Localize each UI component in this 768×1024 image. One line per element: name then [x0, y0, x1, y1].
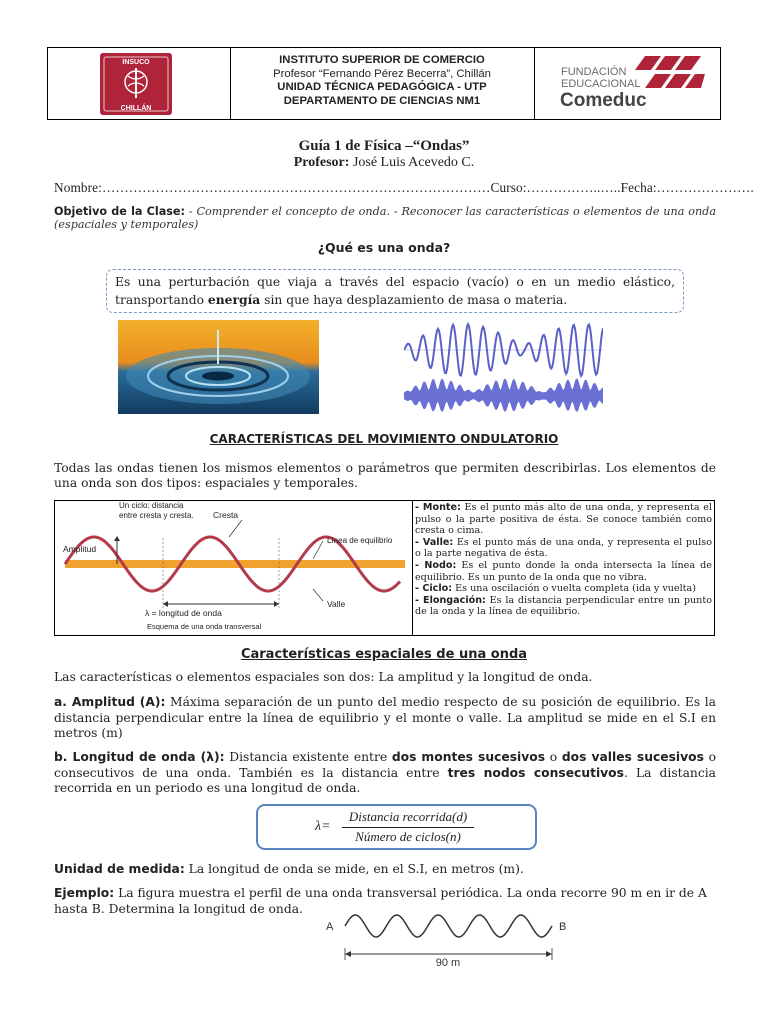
- def-nodo-term: - Nodo:: [415, 559, 457, 571]
- wave-diagram-cell: [55, 501, 413, 635]
- logo-right-line1: FUNDACIÓN: [561, 66, 627, 78]
- wl-text-1: Distancia existente entre: [224, 750, 392, 764]
- label-ciclo-2: entre cresta y cresta.: [119, 511, 194, 520]
- spatial-intro: Las características o elementos espaciales son dos: La amplitud y la longitud de onda.: [54, 670, 593, 684]
- def-nodo: [415, 560, 712, 583]
- question-heading: ¿Qué es una onda?: [317, 240, 451, 255]
- logo-left-city: CHILLÁN: [120, 105, 152, 112]
- teacher-name: José Luis Acevedo C.: [352, 155, 475, 170]
- header-line-2: Profesor “Fernando Pérez Becerra”, Chillán: [273, 67, 491, 80]
- characteristics-heading: CARACTERÍSTICAS DEL MOVIMIENTO ONDULATORIO: [209, 432, 559, 446]
- formula-lhs: λ=: [315, 819, 331, 834]
- wl-bold-2: dos valles sucesivos: [561, 750, 704, 764]
- definition-box: [106, 269, 684, 313]
- objective-label: Objetivo de la Clase:: [54, 205, 185, 218]
- amplitude-label: a. Amplitud (A):: [54, 695, 166, 709]
- logo-right-brand: Comeduc: [560, 90, 647, 111]
- def-valle-term: - Valle:: [415, 536, 454, 548]
- example-label-b: B: [559, 921, 567, 933]
- student-name-line: Nombre:……………………………………………………………………………Curso:……………..…..Fecha:………………….: [54, 180, 754, 195]
- amplitude-paragraph: [54, 695, 716, 742]
- header-table: [47, 47, 721, 120]
- example-text: La figura muestra el perfil de una onda transversal periódica. La onda recorre 90 m en ir de A hasta B. Determina la longitud de onda.: [54, 886, 707, 916]
- header-line-1: INSTITUTO SUPERIOR DE COMERCIO: [279, 54, 485, 66]
- comeduc-logo-cell: [535, 48, 720, 119]
- def-monte-term: - Monte:: [415, 502, 461, 513]
- sound-wave-image: [404, 316, 603, 420]
- spatial-heading: Características espaciales de una onda: [240, 647, 528, 662]
- unit-text: La longitud de onda se mide, en el S.I, en metros (m).: [184, 862, 524, 876]
- def-monte: [415, 502, 712, 537]
- wl-bold-3: tres nodos consecutivos: [447, 765, 624, 780]
- header-logo-cell: [48, 48, 231, 119]
- label-esquema: Esquema de una onda transversal: [147, 622, 262, 631]
- logo-left-text: INSUCO: [122, 59, 150, 66]
- example-label-a: A: [326, 921, 334, 933]
- def-ciclo-text: Es una oscilación o vuelta completa (ida y vuelta): [452, 583, 696, 595]
- def-elongacion-term: - Elongación:: [415, 594, 486, 606]
- objective-text: - Comprender el concepto de onda. - Reconocer las características o elementos de una onda (espaciales y temporales): [54, 205, 716, 231]
- label-ciclo-1: Un ciclo: distancia: [119, 501, 184, 510]
- label-cresta: Cresta: [213, 510, 239, 520]
- transverse-wave-diagram: [55, 501, 412, 635]
- definition-text-2: sin que haya desplazamiento de masa o materia.: [260, 293, 568, 307]
- def-nodo-text: Es el punto donde la onda intersecta la línea de equilibrio. Es un punto de la onda que no vibra.: [415, 559, 712, 583]
- objective: [54, 205, 716, 231]
- def-valle-text: Es el punto más de una onda, y representa el pulso o la parte negativa de ésta.: [415, 536, 712, 560]
- guide-teacher: [0, 155, 768, 171]
- wl-text-2: o: [545, 750, 562, 764]
- amplitude-text: Máxima separación de un punto del medio respecto de su posición de equilibrio. Es la distancia perpendicular entre la línea de equilibrio y el monte o valle. La amplitud se mide en el S.I en metros (m): [54, 695, 716, 741]
- guide-title: Guía 1 de Física –“Ondas”: [298, 138, 470, 154]
- header-institution: [230, 48, 535, 119]
- wl-text-4: . La distancia recorrida en un periodo es una longitud de onda.: [54, 765, 717, 796]
- definitions-cell: [415, 502, 712, 618]
- wl-bold-1: dos montes sucesivos: [391, 750, 546, 764]
- wavelength-label: b. Longitud de onda (λ):: [54, 750, 225, 764]
- definition-bold: energía: [207, 292, 261, 307]
- logo-right-line2: EDUCACIONAL: [561, 78, 641, 90]
- def-ciclo: [415, 583, 712, 595]
- example-wave-figure: [320, 910, 576, 970]
- wl-text-3: o consecutivos de una onda. También es la distancia entre: [54, 750, 716, 780]
- def-elongacion-text: Es la distancia perpendicular entre un punto de la onda y la línea de equilibrio.: [415, 594, 712, 618]
- comeduc-logo: [535, 48, 720, 119]
- def-monte-text: Es el punto más alto de una onda, y representa el pulso o la parte positiva de ésta. Se conoce también como cresta o cima.: [415, 502, 712, 537]
- insuco-logo: [48, 48, 230, 119]
- header-line-4: DEPARTAMENTO DE CIENCIAS NM1: [283, 94, 481, 107]
- label-lambda: λ = longitud de onda: [145, 608, 222, 618]
- def-valle: [415, 537, 712, 560]
- wavelength-paragraph: [54, 750, 716, 797]
- label-equilibrio: Línea de equilibrio: [327, 536, 393, 545]
- unit-paragraph: [54, 862, 716, 876]
- def-ciclo-term: - Ciclo:: [415, 583, 453, 595]
- label-valle: Valle: [327, 599, 346, 609]
- water-ripple-image: [118, 320, 319, 414]
- wave-elements-table: [54, 500, 715, 636]
- teacher-label: Profesor:: [293, 155, 350, 170]
- formula-denominator: Número de ciclos(n): [355, 829, 461, 844]
- example-label: Ejemplo:: [54, 886, 115, 900]
- example-distance: 90 m: [435, 957, 461, 969]
- characteristics-intro: Todas las ondas tienen los mismos elementos o parámetros que permiten describirlas. Los elementos de una onda son dos tipos: espaciales y temporales.: [54, 461, 716, 490]
- def-elongacion: [415, 595, 712, 618]
- label-amplitud: Amplitud: [63, 544, 97, 554]
- wavelength-formula-box: [256, 804, 537, 850]
- unit-label: Unidad de medida:: [54, 862, 185, 876]
- formula-fraction-bar: [342, 827, 474, 828]
- definition-text-1: Es una perturbación que viaja a través del espacio (vacío) o en un medio elástico, transportando: [115, 275, 675, 307]
- header-line-3: UNIDAD TÉCNICA PEDAGÓGICA - UTP: [277, 81, 487, 93]
- formula-numerator: Distancia recorrida(d): [348, 809, 468, 824]
